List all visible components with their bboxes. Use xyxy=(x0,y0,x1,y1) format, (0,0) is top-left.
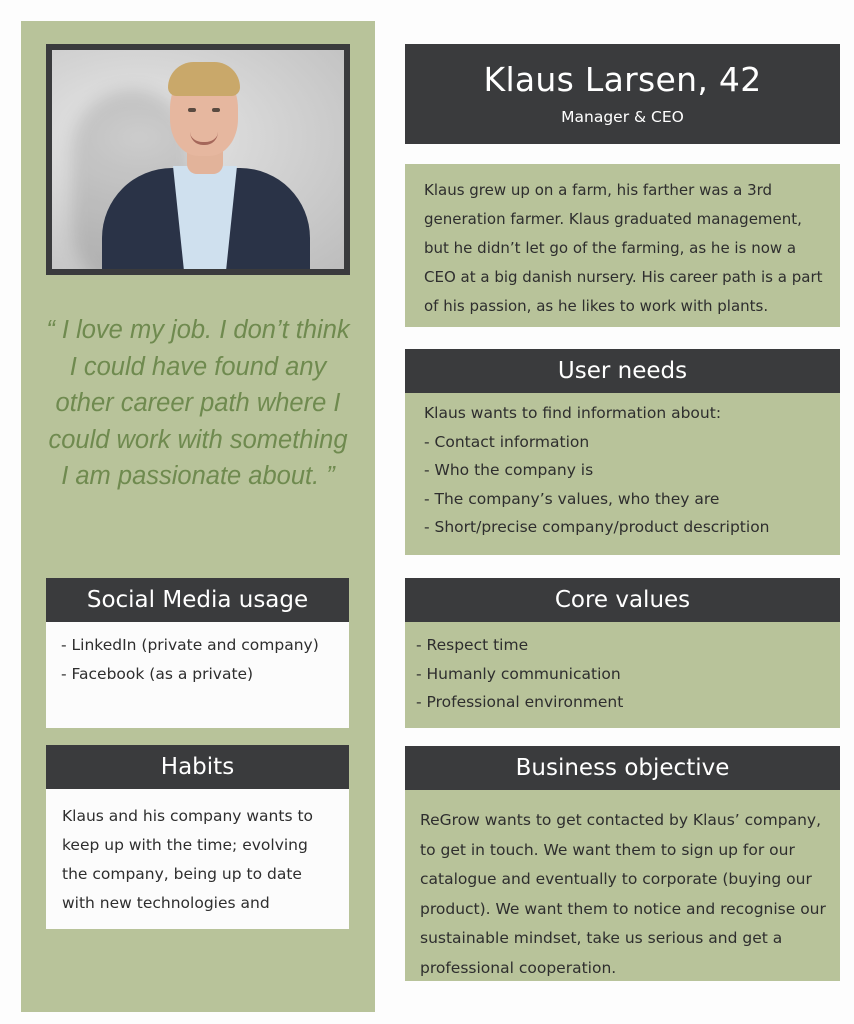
business-objective-text: ReGrow wants to get contacted by Klaus’ company, to get in touch. We want them to sign up for our catalogue and eventually to corporate (buying our product). We want them to notice and recognise our sustainable mindset, take us serious and get a professional cooperation. xyxy=(420,811,826,977)
business-objective-body xyxy=(405,790,840,981)
list-item: - Professional environment xyxy=(416,693,624,711)
user-needs-intro: Klaus wants to find information about: xyxy=(424,404,722,422)
habits-header: Habits xyxy=(46,745,349,789)
social-media-header: Social Media usage xyxy=(46,578,349,622)
social-media-body xyxy=(46,622,349,728)
photo-eye-left xyxy=(188,108,196,112)
business-objective-header: Business objective xyxy=(405,746,840,790)
photo-eye-right xyxy=(212,108,220,112)
profile-name: Klaus Larsen, 42 xyxy=(483,60,762,99)
bio-text: Klaus grew up on a farm, his farther was a 3rd generation farmer. Klaus graduated management, but he didn’t let go of the farming, as he is now a CEO at a big danish nursery. His career path is a part of his passion, as he likes to work with plants. xyxy=(424,181,823,315)
list-item: - The company’s values, who they are xyxy=(424,489,720,508)
profile-role: Manager & CEO xyxy=(561,108,684,126)
bio-box xyxy=(405,164,840,327)
user-needs-list xyxy=(424,399,828,542)
photo-hair xyxy=(168,62,240,96)
list-item: - LinkedIn (private and company) xyxy=(61,636,319,654)
list-item: - Humanly communication xyxy=(416,664,621,683)
habits-body xyxy=(46,789,349,929)
persona-quote: “ I love my job. I don’t think I could have found any other career path where I could work with something I am passionate about. ” xyxy=(46,316,350,490)
user-needs-body xyxy=(405,393,840,555)
habits-text: Klaus and his company wants to keep up with the time; evolving the company, being up to date with new technologies and xyxy=(62,807,314,912)
profile-photo-frame xyxy=(46,44,350,275)
user-needs-header: User needs xyxy=(405,349,840,393)
list-item: - Respect time xyxy=(416,636,529,654)
core-values-header: Core values xyxy=(405,578,840,622)
core-values-body xyxy=(405,622,840,728)
list-item: - Who the company is xyxy=(424,461,594,479)
profile-photo xyxy=(52,50,344,269)
list-item: - Facebook (as a private) xyxy=(61,664,254,683)
photo-shirt xyxy=(173,166,237,269)
profile-header xyxy=(405,44,840,144)
core-values-list xyxy=(416,631,828,717)
list-item: - Short/precise company/product description xyxy=(424,518,770,536)
social-media-list xyxy=(61,631,337,688)
list-item: - Contact information xyxy=(424,432,590,451)
